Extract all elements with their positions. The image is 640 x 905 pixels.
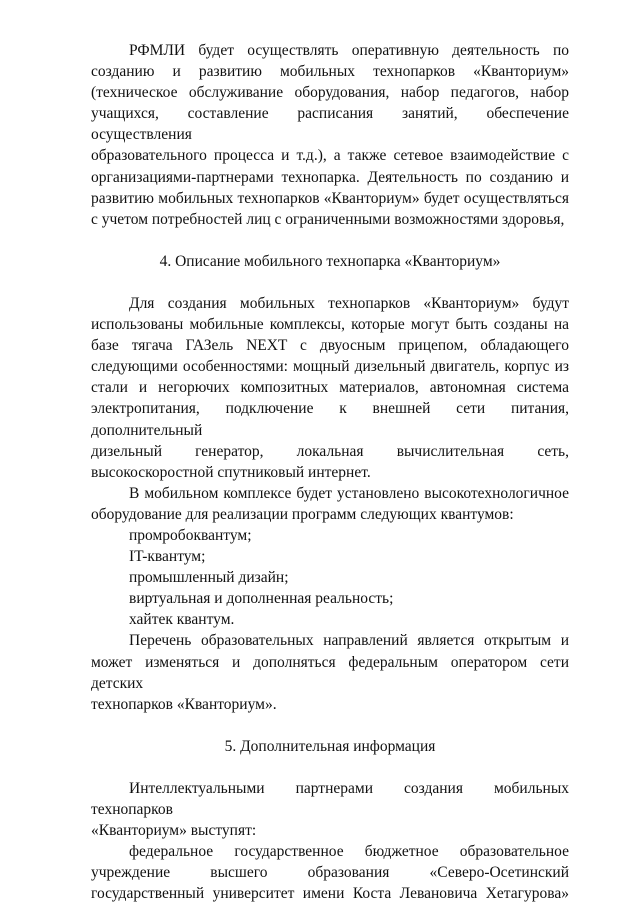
text-line: учащихся, составление расписания занятий, обеспечение осуществления (91, 105, 569, 144)
section4-paragraph-3 (91, 630, 569, 714)
text-line: Перечень образовательных направлений является открытым и (129, 632, 569, 650)
list-item: промробоквантум; (129, 526, 252, 544)
section4-paragraph-2 (91, 483, 569, 525)
list-item: виртуальная и дополненная реальность; (129, 590, 394, 608)
section5-paragraph-2 (91, 841, 569, 904)
text-line: может изменяться и дополняться федеральным оператором сети детских (91, 653, 569, 692)
section5-paragraph-1 (91, 778, 569, 841)
text-line: учреждение высшего образования «Северо-Осетинский (91, 864, 569, 882)
text-line: Интеллектуальными партнерами создания мобильных технопарков (91, 779, 569, 818)
list-item: хайтек квантум. (129, 611, 235, 629)
text-line: В мобильном комплексе будет установлено высокотехнологичное (129, 484, 569, 502)
text-line: с учетом потребностей лиц с ограниченными возможностями здоровья, (91, 210, 565, 228)
list-item: промышленный дизайн; (129, 569, 289, 587)
text-line: оборудование для реализации программ следующих квантумов: (91, 505, 514, 523)
text-line: использованы мобильные комплексы, которые могут быть созданы на (91, 316, 569, 334)
text-line: созданию и развитию мобильных технопарков «Кванториум» (91, 63, 569, 81)
text-line: электропитания, подключение к внешней сети питания, дополнительный (91, 400, 569, 439)
section-4-heading: 4. Описание мобильного технопарка «Кванториум» (159, 252, 501, 270)
text-line: высокоскоростной спутниковый интернет. (91, 463, 371, 481)
section-5-heading: 5. Дополнительная информация (224, 737, 436, 755)
section3-continuation-paragraph (91, 40, 569, 230)
text-line: технопарков «Кванториум». (91, 695, 277, 713)
text-line: дизельный генератор, локальная вычислительная сеть, (91, 442, 569, 460)
text-line: государственный университет имени Коста Левановича Хетагурова» (91, 885, 569, 903)
text-line: «Кванториум» выступят: (91, 822, 257, 840)
text-line: организациями-партнерами технопарка. Деятельность по созданию и (91, 168, 569, 186)
text-line: федеральное государственное бюджетное образовательное (129, 843, 569, 861)
text-line: (техническое обслуживание оборудования, набор педагогов, набор (91, 84, 569, 102)
text-line: развитию мобильных технопарков «Кванториум» будет осуществляться (91, 189, 569, 207)
quantum-list (91, 525, 569, 630)
text-line: Для создания мобильных технопарков «Кванториум» будут (129, 294, 569, 312)
text-line: стали и негорючих композитных материалов, автономная система (91, 379, 569, 397)
section4-paragraph-1 (91, 293, 569, 483)
document-page (91, 40, 569, 904)
text-line: РФМЛИ будет осуществлять оперативную деятельность по (129, 42, 569, 59)
text-line: базе тягача ГАЗель NEXT с двуосным прицепом, обладающего (91, 337, 569, 355)
list-item: IT-квантум; (129, 548, 206, 566)
text-line: образовательного процесса и т.д.), а также сетевое взаимодействие с (91, 147, 569, 165)
text-line: следующими особенностями: мощный дизельный двигатель, корпус из (91, 358, 569, 376)
